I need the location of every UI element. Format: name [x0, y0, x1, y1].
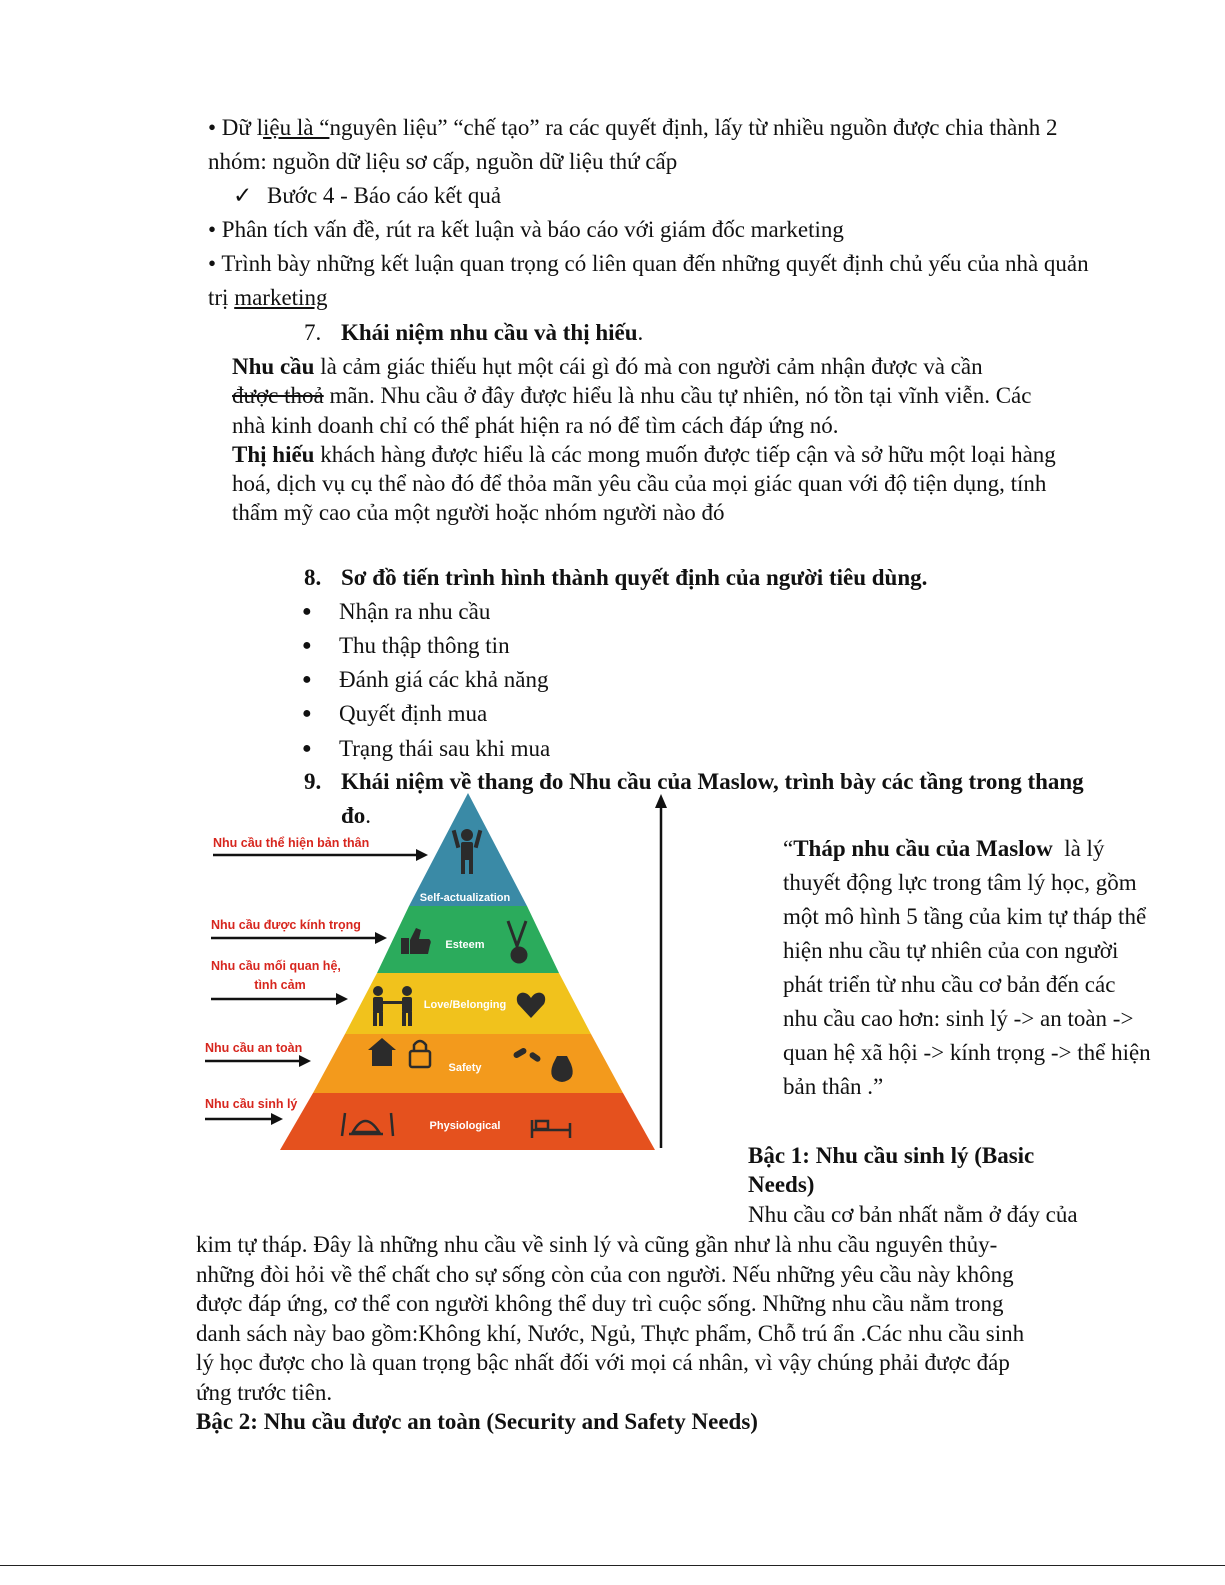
maslow-quote-line: hiện nhu cầu tự nhiên của con người	[783, 938, 1119, 963]
taste-definition-line1: Thị hiếu khách hàng được hiểu là các mong muốn được tiếp cận và sở hữu một loại hàng	[232, 442, 1056, 467]
maslow-pyramid-figure	[195, 788, 685, 1158]
section7-heading: Khái niệm nhu cầu và thị hiếu.	[341, 320, 644, 345]
side-label-love-1: Nhu cầu mối quan hệ,	[211, 959, 341, 973]
bullet-data-sources: • Dữ liệu là “nguyên liệu” “chế tạo” ra các quyết định, lấy từ nhiều nguồn được chia thành 2	[208, 115, 1058, 140]
level1-text-line: Nhu cầu cơ bản nhất nằm ở đáy của	[748, 1202, 1078, 1227]
level1-text-line: được đáp ứng, cơ thể con người không thể duy trì cuộc sống. Những nhu cầu nằm trong	[196, 1291, 1004, 1316]
level1-text-line: ứng trước tiên.	[196, 1380, 333, 1405]
side-label-physiological: Nhu cầu sinh lý	[205, 1097, 298, 1111]
level1-heading-line1: Bậc 1: Nhu cầu sinh lý (Basic	[748, 1143, 1035, 1168]
decision-step: Nhận ra nhu cầu	[339, 599, 491, 624]
bullet-icon: ●	[302, 603, 312, 620]
need-definition-line1: Nhu cầu là cảm giác thiếu hụt một cái gì đó mà con người cảm nhận được và cần	[232, 354, 983, 379]
need-definition-line2: được thoả mãn. Nhu cầu ở đây được hiểu là nhu cầu tự nhiên, nó tồn tại vĩnh viễn. Các	[232, 383, 1032, 408]
bullet-icon: ●	[302, 671, 312, 688]
maslow-quote-line: phát triển từ nhu cầu cơ bản đến các	[783, 972, 1116, 997]
level1-text-line: kim tự tháp. Đây là những nhu cầu về sinh lý và cũng gần như là nhu cầu nguyên thủy-	[196, 1232, 998, 1257]
bullet-presentation-cont: trị marketing	[208, 285, 328, 310]
maslow-quote-line: bản thân .”	[783, 1074, 884, 1099]
level1-text-line: lý học được cho là quan trọng bậc nhất đối với mọi cá nhân, vì vậy chúng phải được đáp	[196, 1350, 1010, 1375]
section9-heading-line1: Khái niệm về thang đo Nhu cầu của Maslow, trình bày các tầng trong thang	[341, 769, 1084, 794]
tier-label: Esteem	[445, 939, 485, 951]
side-label-love-2: tình cảm	[254, 978, 306, 992]
bullet-icon: ●	[302, 740, 312, 757]
level1-heading-line2: Needs)	[748, 1172, 815, 1197]
level2-heading: Bậc 2: Nhu cầu được an toàn (Security and Safety Needs)	[196, 1409, 758, 1434]
section8-number: 8.	[304, 565, 322, 590]
taste-definition-line2: hoá, dịch vụ cụ thể nào đó để thỏa mãn yêu cầu của mọi giác quan với độ tiện dụng, tính	[232, 471, 1047, 496]
section7-number: 7.	[304, 320, 322, 345]
taste-definition-line3: thẩm mỹ cao của một người hoặc nhóm người nào đó	[232, 500, 725, 525]
side-label-self: Nhu cầu thể hiện bản thân	[213, 836, 370, 850]
side-label-esteem: Nhu cầu được kính trọng	[211, 918, 361, 932]
tier-label: Self-actualization	[419, 892, 511, 904]
page-bottom-rule	[0, 1565, 1225, 1566]
decision-step: Trạng thái sau khi mua	[339, 736, 551, 761]
maslow-quote-line1: “Tháp nhu cầu của Maslow là lý	[783, 836, 1105, 861]
maslow-quote-line: quan hệ xã hội -> kính trọng -> thể hiện	[783, 1040, 1151, 1065]
section9-number: 9.	[304, 769, 322, 794]
need-definition-line3: nhà kinh doanh chỉ có thể phát hiện ra nó để tìm cách đáp ứng nó.	[232, 413, 839, 438]
bullet-data-sources-cont: nhóm: nguồn dữ liệu sơ cấp, nguồn dữ liệu thứ cấp	[208, 149, 678, 174]
bullet-analysis: • Phân tích vấn đề, rút ra kết luận và báo cáo với giám đốc marketing	[208, 217, 844, 242]
section9-heading-line2: đo.	[341, 803, 372, 828]
maslow-quote-line: một mô hình 5 tầng của kim tự tháp thể	[783, 904, 1147, 929]
decision-step: Thu thập thông tin	[339, 633, 510, 658]
tier-label: Physiological	[429, 1120, 501, 1132]
tier-label: Safety	[448, 1062, 482, 1074]
side-label-safety: Nhu cầu an toàn	[205, 1041, 303, 1055]
maslow-quote-line: nhu cầu cao hơn: sinh lý -> an toàn ->	[783, 1006, 1134, 1031]
bullet-icon: ●	[302, 637, 312, 654]
level1-text-line: danh sách này bao gồm:Không khí, Nước, Ngủ, Thực phẩm, Chỗ trú ẩn .Các nhu cầu sinh	[196, 1321, 1025, 1346]
tier-label: Love/Belonging	[423, 999, 507, 1011]
section8-heading: Sơ đồ tiến trình hình thành quyết định của người tiêu dùng.	[341, 565, 928, 590]
step4-title: Bước 4 - Báo cáo kết quả	[267, 183, 502, 208]
check-icon: ✓	[233, 183, 253, 208]
decision-step: Quyết định mua	[339, 701, 488, 726]
level1-text-line: những đòi hỏi về thể chất cho sự sống còn của con người. Nếu những yêu cầu này không	[196, 1262, 1014, 1287]
bullet-icon: ●	[302, 705, 312, 722]
bullet-presentation: • Trình bày những kết luận quan trọng có liên quan đến những quyết định chủ yếu của nhà quản	[208, 251, 1089, 276]
decision-step: Đánh giá các khả năng	[339, 667, 549, 692]
maslow-quote-line: thuyết động lực trong tâm lý học, gồm	[783, 870, 1137, 895]
